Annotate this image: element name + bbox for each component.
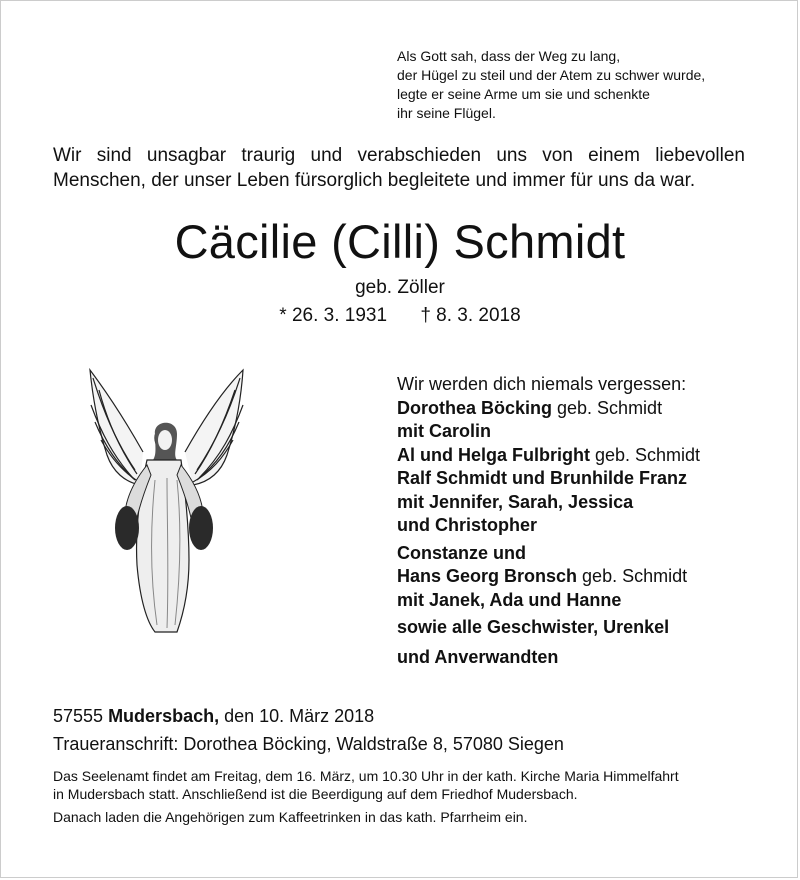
mourner-name: und Anverwandten: [397, 646, 559, 667]
life-dates: [0, 304, 800, 328]
mourner-line: [397, 420, 777, 444]
death-date: † 8. 3. 2018: [420, 305, 521, 326]
mourner-line: [397, 397, 777, 421]
poem-line: Als Gott sah, dass der Weg zu lang,: [397, 48, 621, 64]
mourner-name: sowie alle Geschwister, Urenkel: [397, 617, 670, 637]
zip-code: 57555: [53, 706, 109, 726]
mourner-name: Ralf Schmidt und Brunhilde Franz: [397, 468, 688, 488]
mourner-note: geb. Schmidt: [552, 397, 663, 418]
mourner-name: mit Carolin: [397, 421, 492, 441]
mourner-line: [397, 467, 777, 491]
mourner-line: [397, 444, 777, 468]
notice-line: in Mudersbach statt. Anschließend ist die Beerdigung auf dem Friedhof Mudersbach.: [53, 786, 578, 802]
poem: [397, 47, 777, 123]
intro-line-1: Wir sind unsagbar traurig und verabschieden uns von einem liebevollen: [53, 145, 745, 166]
service-notice: [53, 767, 753, 803]
mourner-name: Hans Georg Bronsch: [397, 566, 578, 586]
intro-line-2: Menschen, der unser Leben fürsorglich begleitete und immer für uns da war.: [53, 170, 696, 191]
mourner-name: Dorothea Böcking: [397, 397, 553, 418]
mourner-note: geb. Schmidt: [577, 566, 688, 586]
mourner-line: [397, 616, 777, 640]
deceased-name: Cäcilie (Cilli) Schmidt: [174, 215, 626, 268]
mourner-line: [397, 565, 777, 589]
date: den 10. März 2018: [219, 706, 375, 726]
birth-name: geb. Zöller: [355, 277, 445, 298]
intro-text: [53, 143, 745, 193]
mourning-address: Traueranschrift: Dorothea Böcking, Waldstraße 8, 57080 Siegen: [53, 734, 564, 754]
mourner-name: Constanze und: [397, 542, 526, 563]
coffee-notice: Danach laden die Angehörigen zum Kaffeetrinken in das kath. Pfarrheim ein.: [53, 809, 528, 825]
mourner-note: geb. Schmidt: [589, 444, 701, 465]
mourner-name: Al und Helga Fulbright: [397, 444, 590, 465]
angel-illustration: [85, 360, 250, 635]
birth-date: * 26. 3. 1931: [279, 305, 388, 326]
mourner-line: [397, 514, 777, 538]
mourner-line: [397, 542, 777, 566]
mourners-list: [397, 373, 777, 669]
poem-line: legte er seine Arme um sie und schenkte: [397, 86, 650, 102]
notice-line: Das Seelenamt findet am Freitag, dem 16. März, um 10.30 Uhr in der kath. Kirche Maria Himmelfahrt: [53, 768, 679, 784]
poem-line: der Hügel zu steil und der Atem zu schwer wurde,: [397, 67, 706, 83]
mourner-name: und Christopher: [397, 515, 537, 535]
mourner-line: [397, 589, 777, 613]
mourners-heading: Wir werden dich niemals vergessen:: [397, 374, 687, 394]
place-date: [53, 704, 374, 728]
mourner-line: [397, 491, 777, 515]
mourner-name: mit Jennifer, Sarah, Jessica: [397, 491, 634, 512]
town: Mudersbach,: [108, 706, 220, 726]
poem-line: ihr seine Flügel.: [397, 105, 496, 121]
mourner-name: mit Janek, Ada und Hanne: [397, 589, 622, 610]
mourner-line: [397, 646, 777, 670]
